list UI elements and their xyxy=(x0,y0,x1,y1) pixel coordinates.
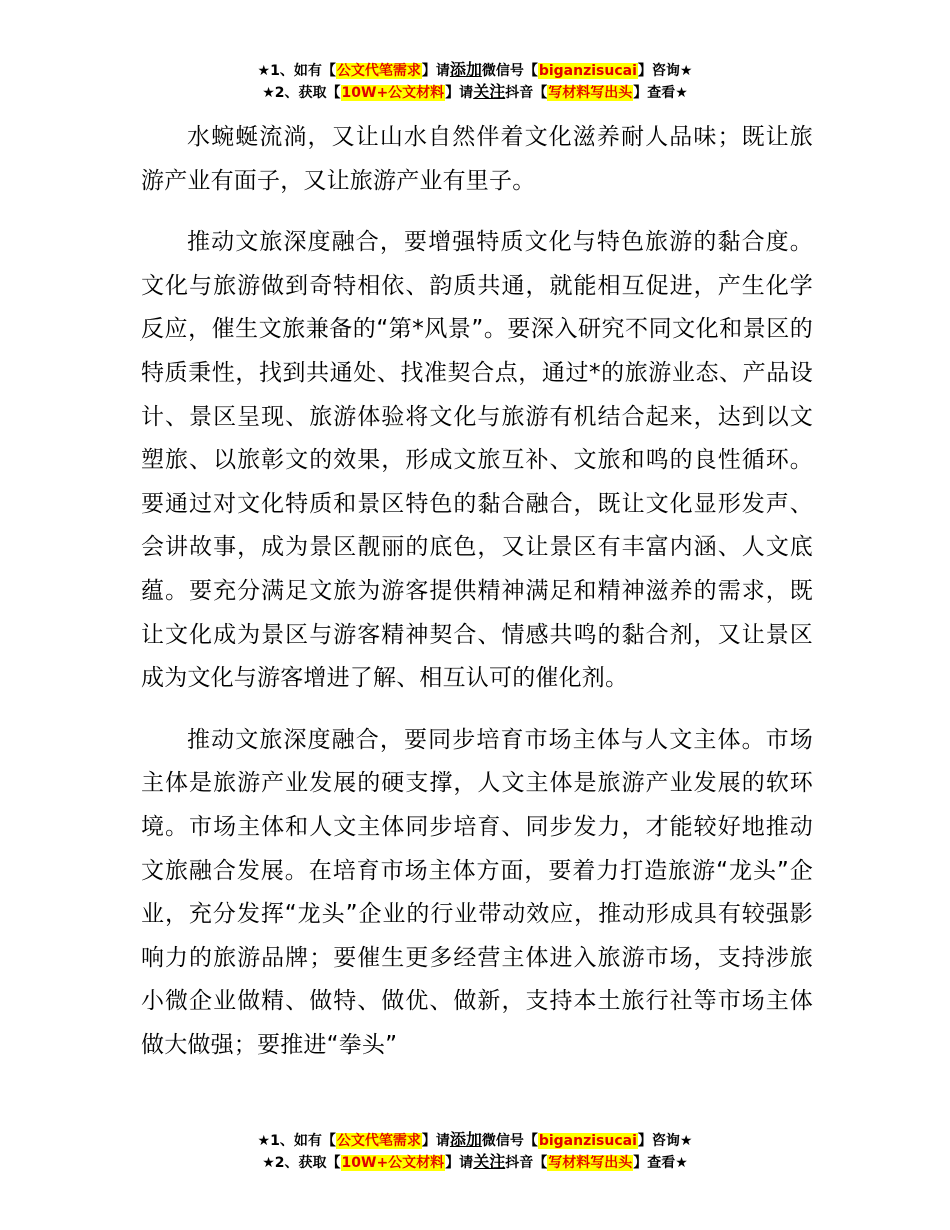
footer-line-2-suffix: 】查看★ xyxy=(633,1155,688,1171)
footer-underline-follow: 关注 xyxy=(473,1152,506,1171)
footer-line-2-text: 】请 xyxy=(445,1155,474,1171)
footer-line-2-prefix: ★2、获取【 xyxy=(262,1155,341,1171)
header-highlight-wechat-id: biganzisucai xyxy=(538,63,637,79)
footer-line-2 xyxy=(0,1151,950,1173)
header-underline-follow: 关注 xyxy=(473,82,506,101)
header-line-2-prefix: ★2、获取【 xyxy=(262,85,341,101)
paragraph-1: 水蜿蜒流淌，又让山水自然伴着文化滋养耐人品味；既让旅游产业有面子，又让旅游产业有里子。 xyxy=(141,124,813,194)
paragraph-2: 推动文旅深度融合，要增强特质文化与特色旅游的黏合度。文化与旅游做到奇特相依、韵质共通，就能相互促进，产生化学反应，催生文旅兼备的“第*风景”。要深入研究不同文化和景区的特质秉性，找到共通处、找准契合点，通过*的旅游业态、产品设计、景区呈现、旅游体验将文化与旅游有机结合起来，达到以文塑旅、以旅彰文的效果，形成文旅互补、文旅和鸣的良性循环。要通过对文化特质和景区特色的黏合融合，既让文化显形发声、会讲故事，成为景区靓丽的底色，又让景区有丰富内涵、人文底蕴。要充分满足文旅为游客提供精神满足和精神滋养的需求，既让文化成为景区与游客精神契合、情感共鸣的黏合剂，又让景区成为文化与游客增进了解、相互认可的催化剂。 xyxy=(141,229,813,692)
footer-line-1-prefix: ★1、如有【 xyxy=(257,1133,336,1149)
header-highlight-douyin: 写材料写出头 xyxy=(548,85,633,101)
header-line-1-text: 】请 xyxy=(421,63,450,79)
header-banner xyxy=(0,59,950,103)
header-highlight-service: 公文代笔需求 xyxy=(336,63,421,79)
header-line-1-prefix: ★1、如有【 xyxy=(257,63,336,79)
footer-highlight-service: 公文代笔需求 xyxy=(336,1133,421,1149)
footer-highlight-douyin: 写材料写出头 xyxy=(548,1155,633,1171)
header-highlight-materials: 10W+公文材料 xyxy=(341,85,445,101)
footer-line-1-text: 】请 xyxy=(421,1133,450,1149)
header-underline-add: 添加 xyxy=(449,60,482,79)
header-line-2-text-2: 抖音【 xyxy=(505,85,548,101)
footer-highlight-wechat-id: biganzisucai xyxy=(538,1133,637,1149)
footer-line-1 xyxy=(0,1129,950,1151)
header-line-2 xyxy=(0,81,950,103)
header-line-1-text-2: 微信号【 xyxy=(481,63,538,79)
footer-underline-add: 添加 xyxy=(449,1130,482,1149)
footer-highlight-materials: 10W+公文材料 xyxy=(341,1155,445,1171)
header-line-1 xyxy=(0,59,950,81)
footer-line-1-suffix: 】咨询★ xyxy=(637,1133,693,1149)
header-line-1-suffix: 】咨询★ xyxy=(637,63,693,79)
paragraph-3: 推动文旅深度融合，要同步培育市场主体与人文主体。市场主体是旅游产业发展的硬支撑，人文主体是旅游产业发展的软环境。市场主体和人文主体同步培育、同步发力，才能较好地推动文旅融合发展。在培育市场主体方面，要着力打造旅游“龙头”企业，充分发挥“龙头”企业的行业带动效应，推动形成具有较强影响力的旅游品牌；要催生更多经营主体进入旅游市场，支持涉旅小微企业做精、做特、做优、做新，支持本土旅行社等市场主体做大做强；要推进“拳头” xyxy=(141,726,813,1058)
footer-line-1-text-2: 微信号【 xyxy=(481,1133,538,1149)
header-line-2-text: 】请 xyxy=(445,85,474,101)
header-line-2-suffix: 】查看★ xyxy=(633,85,688,101)
footer-banner xyxy=(0,1129,950,1173)
footer-line-2-text-2: 抖音【 xyxy=(505,1155,548,1171)
document-body xyxy=(141,116,813,1085)
